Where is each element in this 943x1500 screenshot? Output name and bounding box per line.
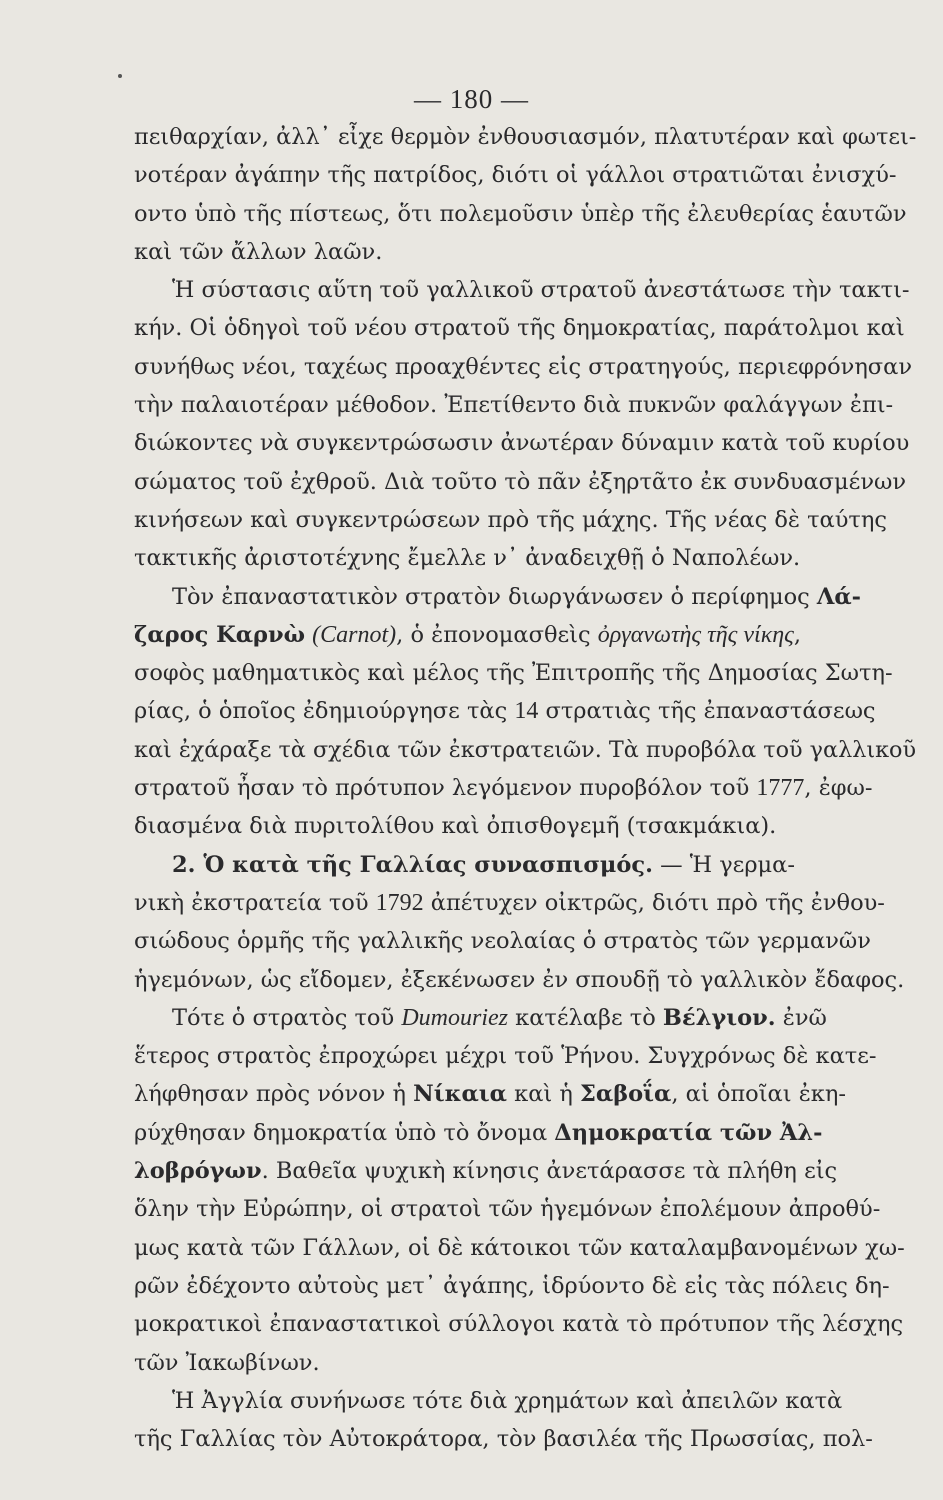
text-segment: στρατιὰς τῆς ἐπαναστάσεως bbox=[538, 698, 876, 725]
text-segment: κήν. Οἱ ὁδηγοὶ τοῦ νέου στρατοῦ τῆς δημοκρατίας, παράτολμοι καὶ bbox=[134, 315, 905, 342]
text-line bbox=[134, 1382, 916, 1420]
body-text bbox=[134, 118, 916, 1458]
text-segment: Ἡ σύστασις αὕτη τοῦ γαλλικοῦ στρατοῦ ἀνεστάτωσε τὴν τακτι- bbox=[172, 277, 910, 304]
text-line bbox=[134, 463, 916, 501]
text-segment: ἕτερος στρατὸς ἐπροχώρει μέχρι τοῦ Ῥήνου. Συγχρόνως δὲ κατε- bbox=[134, 1043, 877, 1070]
text-line bbox=[134, 424, 916, 462]
text-line bbox=[134, 271, 916, 309]
text-segment: στρατοῦ ἦσαν τὸ πρότυπον λεγόμενον πυροβόλον τοῦ bbox=[134, 775, 757, 802]
text-line bbox=[134, 1114, 916, 1152]
text-segment: τὴν παλαιοτέραν μέθοδον. Ἐπετίθεντο διὰ πυκνῶν φαλάγγων ἐπι- bbox=[134, 392, 894, 419]
text-segment: τακτικῆς ἀριστοτέχνης ἔμελλε ν᾽ ἀναδειχθῇ ὁ Ναπολέων. bbox=[134, 545, 801, 572]
number-text: 14 bbox=[514, 698, 539, 725]
margin-mark bbox=[118, 74, 122, 78]
text-line bbox=[134, 884, 916, 922]
text-line bbox=[134, 156, 916, 194]
text-line bbox=[134, 233, 916, 271]
text-line bbox=[134, 1229, 916, 1267]
text-line bbox=[134, 922, 916, 960]
text-segment: πειθαρχίαν, ἀλλ᾽ εἶχε θερμὸν ἐνθουσιασμόν, πλατυτέραν καὶ φωτει- bbox=[134, 124, 916, 150]
italic-text: ὀργανωτὴς τῆς νίκης bbox=[597, 621, 794, 648]
text-segment: , bbox=[793, 621, 802, 648]
text-line bbox=[134, 1344, 916, 1382]
text-line bbox=[134, 769, 916, 807]
text-line bbox=[134, 999, 916, 1037]
text-segment: , ὁ ἐπονομασθεὶς bbox=[396, 621, 598, 648]
text-segment: ἀπέτυχεν οἰκτρῶς, διότι πρὸ τῆς ἐνθου- bbox=[423, 889, 885, 916]
text-line bbox=[134, 195, 916, 233]
text-segment: καὶ ἡ bbox=[506, 1081, 580, 1108]
bold-text: Νίκαια bbox=[413, 1081, 507, 1108]
text-line bbox=[134, 1037, 916, 1075]
text-line bbox=[134, 578, 916, 616]
text-line bbox=[134, 386, 916, 424]
text-segment: — Ἡ γερμα- bbox=[652, 851, 795, 878]
text-line bbox=[134, 1152, 916, 1190]
text-segment: ρῶν ἐδέχοντο αὐτοὺς μετ᾽ ἀγάπης, ἱδρύοντο δὲ εἰς τὰς πόλεις δη- bbox=[134, 1272, 890, 1299]
text-line bbox=[134, 1267, 916, 1305]
bold-text: Λά- bbox=[816, 583, 862, 610]
bold-text: ζαρος Καρνὼ bbox=[134, 621, 306, 648]
text-segment: σοφὸς μαθηματικὸς καὶ μέλος τῆς Ἐπιτροπῆς τῆς Δημοσίας Σωτη- bbox=[134, 660, 893, 687]
text-segment: σώματος τοῦ ἐχθροῦ. Διὰ τοῦτο τὸ πᾶν ἐξηρτᾶτο ἐκ συνδυασμένων bbox=[134, 468, 907, 495]
text-line bbox=[134, 501, 916, 539]
text-line bbox=[134, 1075, 916, 1113]
page-number: — 180 — bbox=[414, 84, 529, 114]
text-segment: . Βαθεῖα ψυχικὴ κίνησις ἀνετάρασσε τὰ πλήθη εἰς bbox=[261, 1158, 838, 1185]
text-segment: διασμένα διὰ πυριτολίθου καὶ ὀπισθογεμῆ (τσακμάκια). bbox=[134, 813, 777, 840]
text-line bbox=[134, 846, 916, 884]
text-line bbox=[134, 692, 916, 730]
text-segment: ἡγεμόνων, ὡς εἴδομεν, ἐξεκένωσεν ἐν σπουδῇ τὸ γαλλικὸν ἔδαφος. bbox=[134, 966, 905, 993]
text-line bbox=[134, 731, 916, 769]
text-segment: κατέλαβε τὸ bbox=[507, 1004, 663, 1031]
text-segment: Τὸν ἐπαναστατικὸν στρατὸν διωργάνωσεν ὁ περίφημος bbox=[172, 583, 817, 610]
text-line bbox=[134, 961, 916, 999]
text-line bbox=[134, 1305, 916, 1343]
text-segment: κινήσεων καὶ συγκεντρώσεων πρὸ τῆς μάχης. Τῆς νέας δὲ ταύτης bbox=[134, 506, 887, 533]
text-segment: ρίας, ὁ ὁποῖος ἐδημιούργησε τὰς bbox=[134, 698, 515, 725]
text-segment: ρύχθησαν δημοκρατία ὑπὸ τὸ ὄνομα bbox=[134, 1119, 555, 1146]
text-segment: καὶ τῶν ἄλλων λαῶν. bbox=[134, 238, 383, 265]
text-segment: μοκρατικοὶ ἐπαναστατικοὶ σύλλογοι κατὰ τὸ πρότυπον τῆς λέσχης bbox=[134, 1311, 904, 1338]
text-segment: μως κατὰ τῶν Γάλλων, οἱ δὲ κάτοικοι τῶν καταλαμβανομένων χω- bbox=[134, 1234, 905, 1261]
bold-text: Δημοκρατία τῶν Ἀλ- bbox=[554, 1119, 823, 1146]
text-segment: νικὴ ἐκστρατεία τοῦ bbox=[134, 889, 376, 916]
text-segment: ἐνῶ bbox=[775, 1004, 827, 1031]
text-line bbox=[134, 118, 916, 156]
text-segment: οντο ὑπὸ τῆς πίστεως, ὅτι πολεμοῦσιν ὑπὲρ τῆς ἐλευθερίας ἑαυτῶν bbox=[134, 200, 907, 227]
text-segment: σιώδους ὁρμῆς τῆς γαλλικῆς νεολαίας ὁ στρατὸς τῶν γερμανῶν bbox=[134, 928, 871, 955]
bold-text: 2. Ὁ κατὰ τῆς Γαλλίας συνασπισμός. bbox=[172, 851, 653, 878]
text-segment: νοτέραν ἀγάπην τῆς πατρίδος, διότι οἱ γάλλοι στρατιῶται ἐνισχύ- bbox=[134, 162, 897, 189]
bold-text: Βέλγιον. bbox=[662, 1004, 776, 1031]
text-segment: τῆς Γαλλίας τὸν Αὐτοκράτορα, τὸν βασιλέα τῆς Πρωσσίας, πολ- bbox=[134, 1426, 873, 1453]
text-line bbox=[134, 348, 916, 386]
text-line bbox=[134, 616, 916, 654]
bold-text: Σαβοΐα bbox=[580, 1081, 672, 1108]
text-segment: Τότε ὁ στρατὸς τοῦ bbox=[172, 1004, 402, 1031]
italic-text: (Carnot) bbox=[312, 621, 397, 648]
text-segment: ὅλην τὴν Εὐρώπην, οἱ στρατοὶ τῶν ἡγεμόνων ἐπολέμουν ἀπροθύ- bbox=[134, 1196, 881, 1223]
text-line bbox=[134, 807, 916, 845]
text-segment: λήφθησαν πρὸς νόνον ἡ bbox=[134, 1081, 414, 1108]
text-segment: Ἡ Ἀγγλία συνήνωσε τότε διὰ χρημάτων καὶ ἀπειλῶν κατὰ bbox=[172, 1387, 843, 1414]
italic-text: Dumouriez bbox=[401, 1004, 508, 1031]
text-line bbox=[134, 1190, 916, 1228]
text-segment: , ἐφω- bbox=[804, 775, 873, 802]
text-segment: , αἱ ὁποῖαι ἐκη- bbox=[671, 1081, 846, 1108]
text-segment: συνήθως νέοι, ταχέως προαχθέντες εἰς στρατηγούς, περιεφρόνησαν bbox=[134, 353, 913, 380]
bold-text: λοβρόγων bbox=[134, 1158, 262, 1185]
text-line bbox=[134, 1420, 916, 1458]
text-segment: καὶ ἐχάραξε τὰ σχέδια τῶν ἐκστρατειῶν. Τὰ πυροβόλα τοῦ γαλλικοῦ bbox=[134, 736, 916, 763]
text-line bbox=[134, 654, 916, 692]
text-segment: διώκοντες νὰ συγκεντρώσωσιν ἀνωτέραν δύναμιν κατὰ τοῦ κυρίου bbox=[134, 430, 910, 457]
text-line bbox=[134, 539, 916, 577]
text-line bbox=[134, 309, 916, 347]
text-segment: τῶν Ἰακωβίνων. bbox=[134, 1349, 320, 1376]
number-text: 1792 bbox=[375, 889, 424, 916]
number-text: 1777 bbox=[756, 775, 805, 802]
